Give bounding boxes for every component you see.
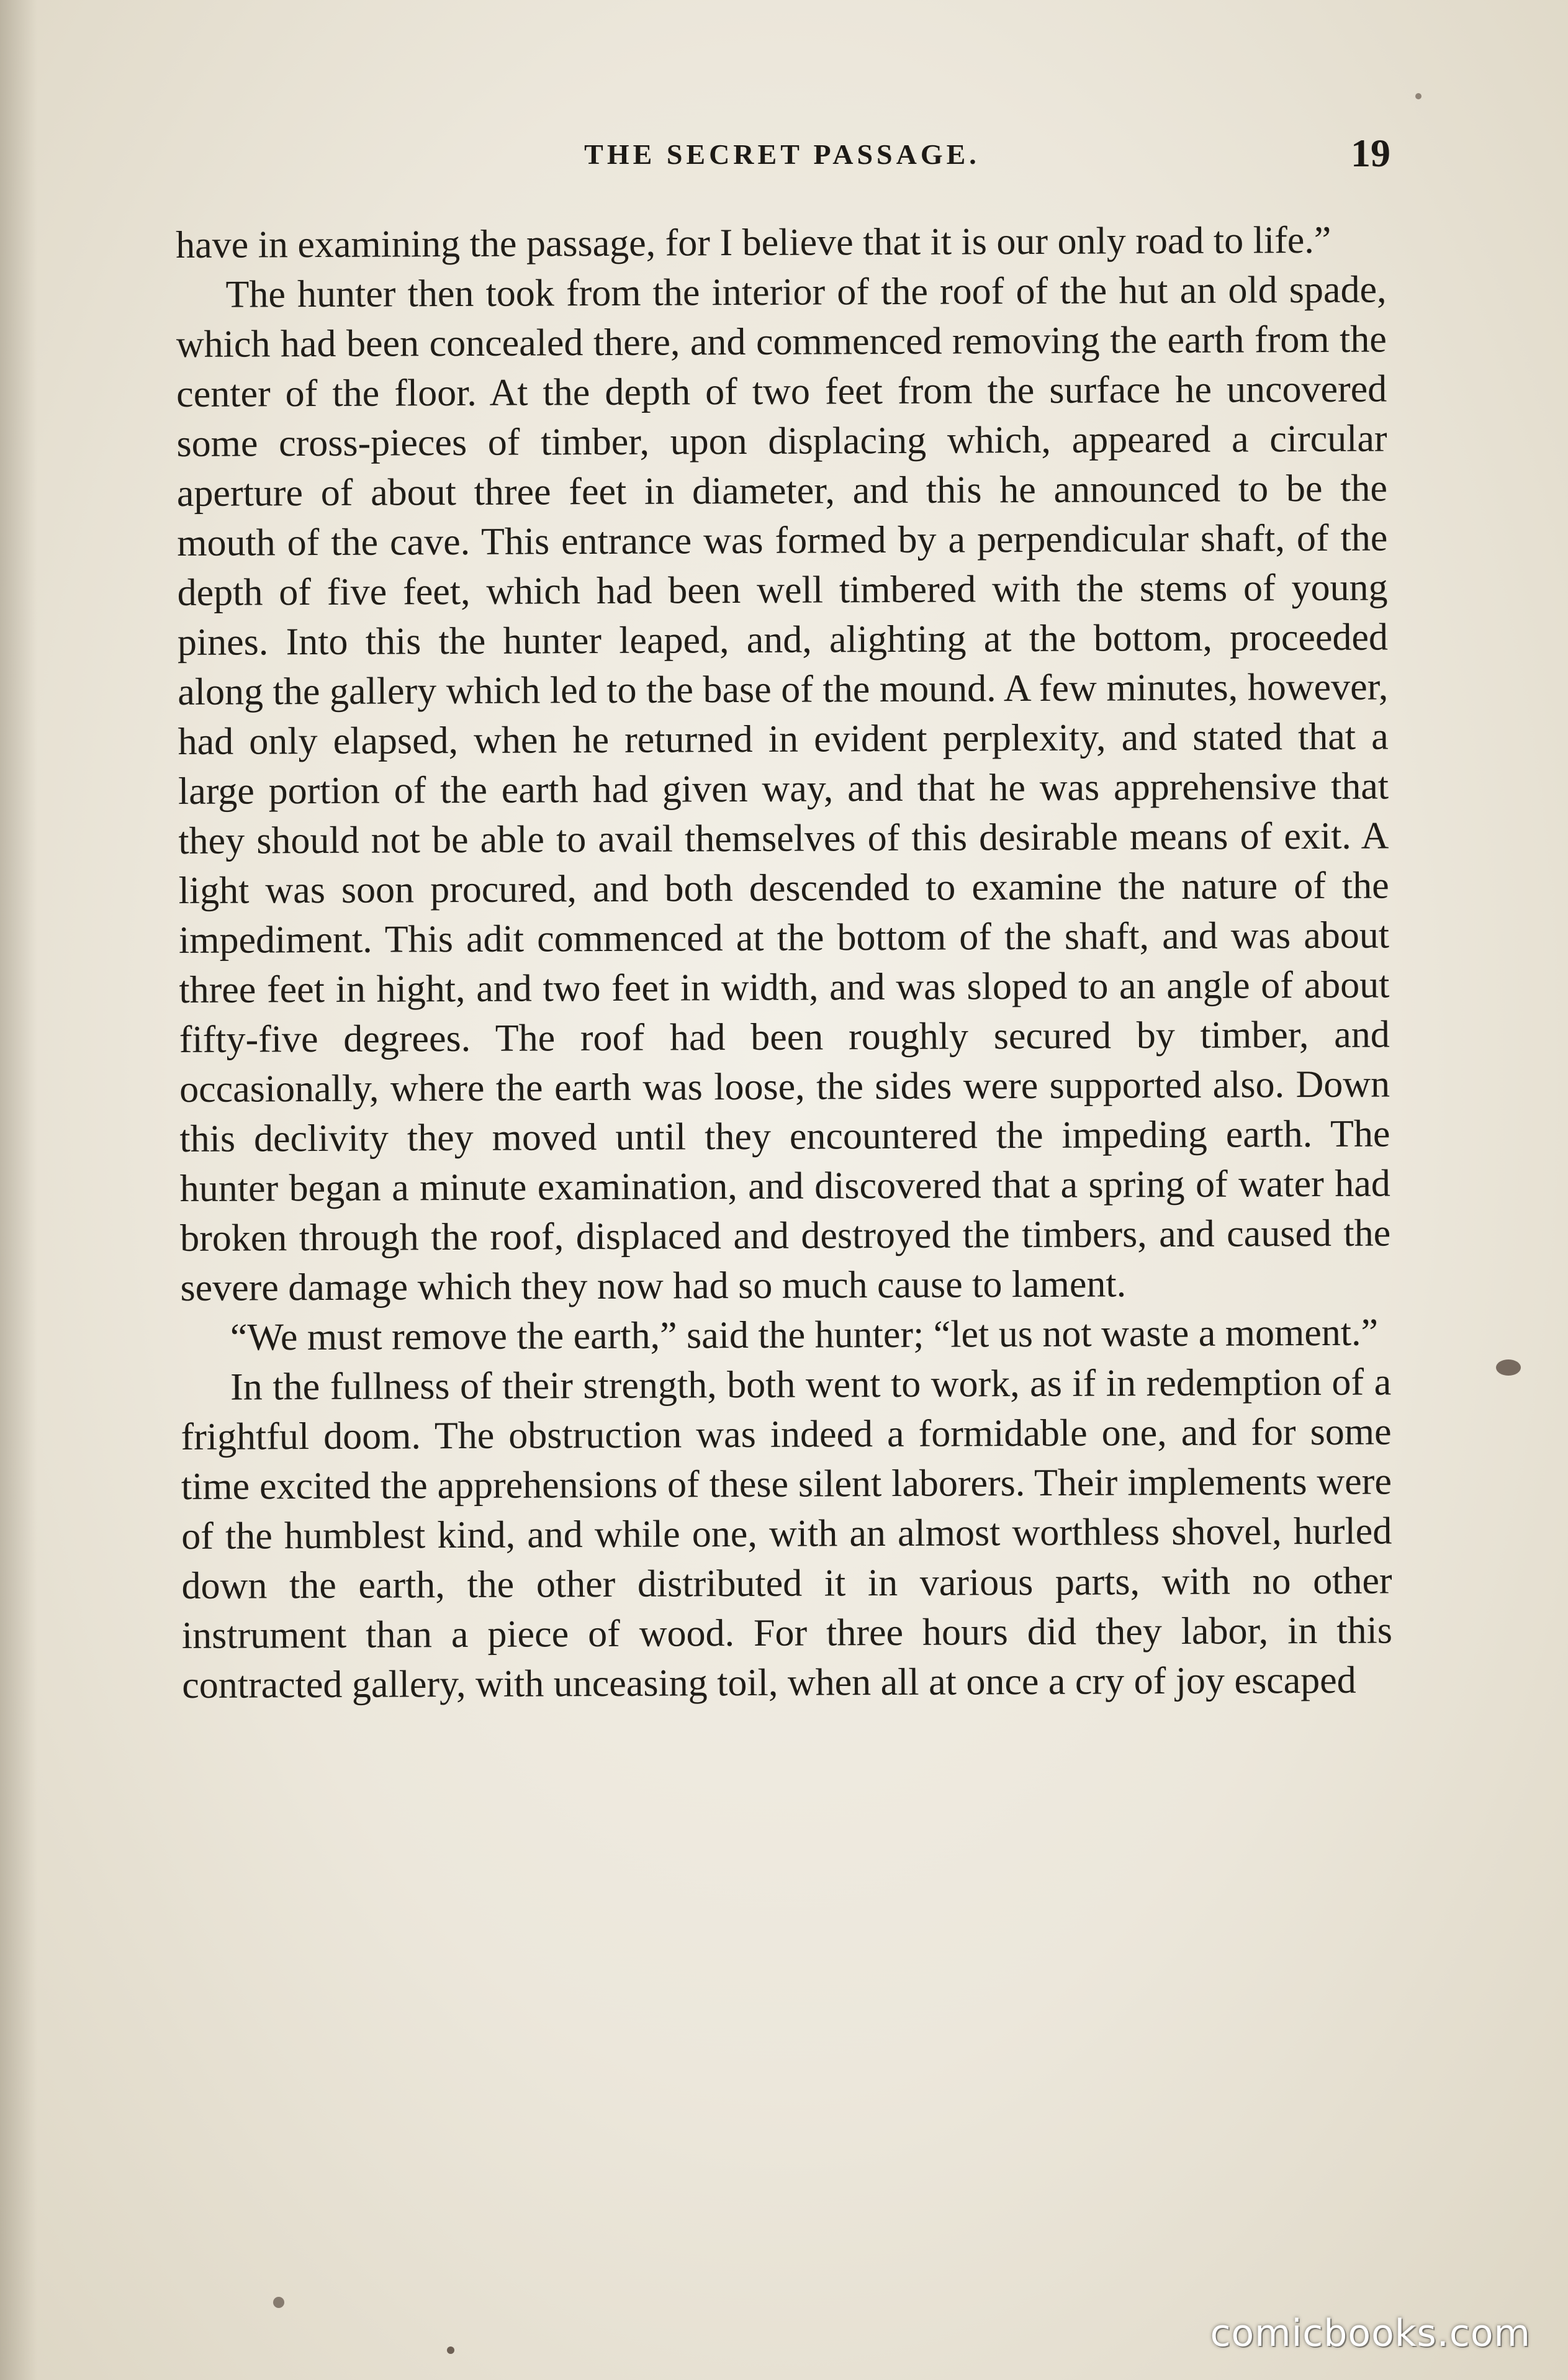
paper-speck	[1496, 1359, 1521, 1376]
page-number: 19	[1351, 131, 1390, 175]
watermark: comicbooks.com	[1210, 2312, 1531, 2355]
paragraph-dialogue: “We must remove the earth,” said the hunter; “let us not waste a moment.”	[230, 1311, 1379, 1359]
paper-speck	[447, 2346, 454, 2354]
body-text	[176, 215, 1392, 1710]
page-edge-shadow	[0, 0, 37, 2380]
paragraph: The hunter then took from the interior of the roof of the hut an old spade, which had been concealed there, and commenced removing the earth from the center of the floor. At the depth of two feet from the surface he uncovered some cross-pieces of timber, upon displacing which, appeared a circular aperture of about three feet in diameter, and this he announced to be the mouth of the cave. This entrance was formed by a perpendicular shaft, of the depth of five feet, which had been well timbered with the stems of young pines. Into this the hunter leaped, and, alighting at the bottom, proceeded along the gallery which led to the base of the mound. A few minutes, however, had only elapsed, when he returned in evident perplexity, and stated that a large portion of the earth had given way, and that he was apprehensive that they should not be able to avail themselves of this desirable means of exit. A light was soon procured, and both descended to examine the nature of the impediment. This adit commenced at the bottom of the shaft, and was about three feet in hight, and two feet in width, and was sloped to an angle of about fifty-five degrees. The roof had been roughly secured by timber, and occasionally, where the earth was loose, the sides were supported also. Down this declivity they moved until they encountered the impeding earth. The hunter began a minute examination, and discovered that a spring of water had broken through the roof, displaced and destroyed the timbers, and caused the severe damage which they now had so much cause to lament.	[176, 268, 1391, 1309]
paper-speck	[1415, 93, 1422, 99]
running-head: THE SECRET PASSAGE.	[584, 138, 980, 170]
paragraph-continuation: have in examining the passage, for I believe that it is our only road to life.”	[176, 219, 1331, 266]
paper-speck	[273, 2297, 284, 2308]
paragraph: In the fullness of their strength, both went to work, as if in redemption of a frightful doom. The obstruction was indeed a formidable one, and for some time excited the apprehensions of these silent laborers. Their implements were of the humblest kind, and while one, with an almost worthless shovel, hurled down the earth, the other distributed it in various parts, with no other instrument than a piece of wood. For three hours did they labor, in this contracted gallery, with unceasing toil, when all at once a cry of joy escaped	[181, 1361, 1393, 1706]
page-header	[174, 130, 1390, 186]
